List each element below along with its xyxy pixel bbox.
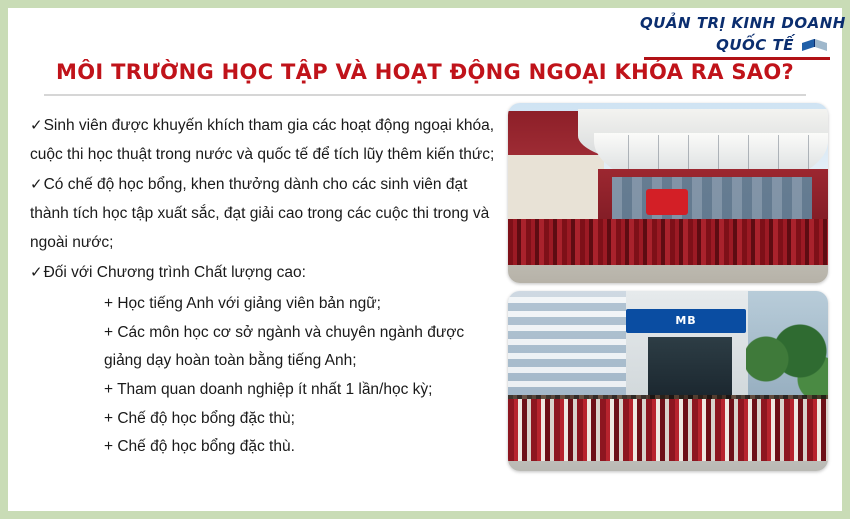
logo-line-2: QUỐC TẾ — [716, 35, 794, 54]
sub-list-item: + Chế độ học bổng đặc thù; — [104, 409, 295, 427]
sub-list-item: + Các môn học cơ sở ngành và chuyên ngành được giảng dạy hoàn toàn bằng tiếng Anh; — [104, 323, 465, 370]
page-title: MÔI TRƯỜNG HỌC TẬP VÀ HOẠT ĐỘNG NGOẠI KHÓA RA SAO? — [56, 60, 794, 84]
check-icon: ✓ — [30, 263, 43, 282]
company-visit-group-photo — [508, 291, 828, 471]
slide-title-block — [8, 60, 842, 96]
bullet-item — [30, 112, 500, 169]
sub-list-item: + Học tiếng Anh với giảng viên bản ngữ; — [104, 295, 381, 313]
check-icon: ✓ — [30, 175, 43, 194]
photo-student-crowd — [508, 219, 828, 265]
sub-list — [104, 290, 500, 462]
title-divider — [44, 94, 806, 96]
bank-sign: MB — [626, 309, 746, 333]
bullet-text: Sinh viên được khuyến khích tham gia các hoạt động ngoại khóa, cuộc thi học thuật trong nước và quốc tế để tích lũy thêm kiến thức; — [30, 117, 495, 163]
photo-building-bands — [508, 297, 628, 409]
photo-banner — [646, 189, 688, 215]
campus-group-photo — [508, 103, 828, 283]
sub-list-item: + Chế độ học bổng đặc thù. — [104, 438, 295, 456]
brand-logo — [640, 14, 846, 62]
sub-list-item: + Tham quan doanh nghiệp ít nhất 1 lần/học kỳ; — [104, 381, 433, 399]
bullet-item — [30, 259, 500, 288]
bullet-item — [30, 171, 500, 257]
bullet-text: Có chế độ học bổng, khen thưởng dành cho các sinh viên đạt thành tích học tập xuất sắc, đạt giải cao trong các cuộc thi trong và ngoài nước; — [30, 176, 490, 251]
logo-line-1: QUẢN TRỊ KINH DOANH — [640, 14, 846, 32]
bullet-text: Đối với Chương trình Chất lượng cao: — [43, 264, 306, 282]
book-icon — [800, 35, 830, 55]
slide — [8, 8, 846, 511]
photo-student-crowd — [508, 399, 828, 461]
check-icon: ✓ — [30, 116, 43, 134]
content-body — [30, 112, 500, 462]
